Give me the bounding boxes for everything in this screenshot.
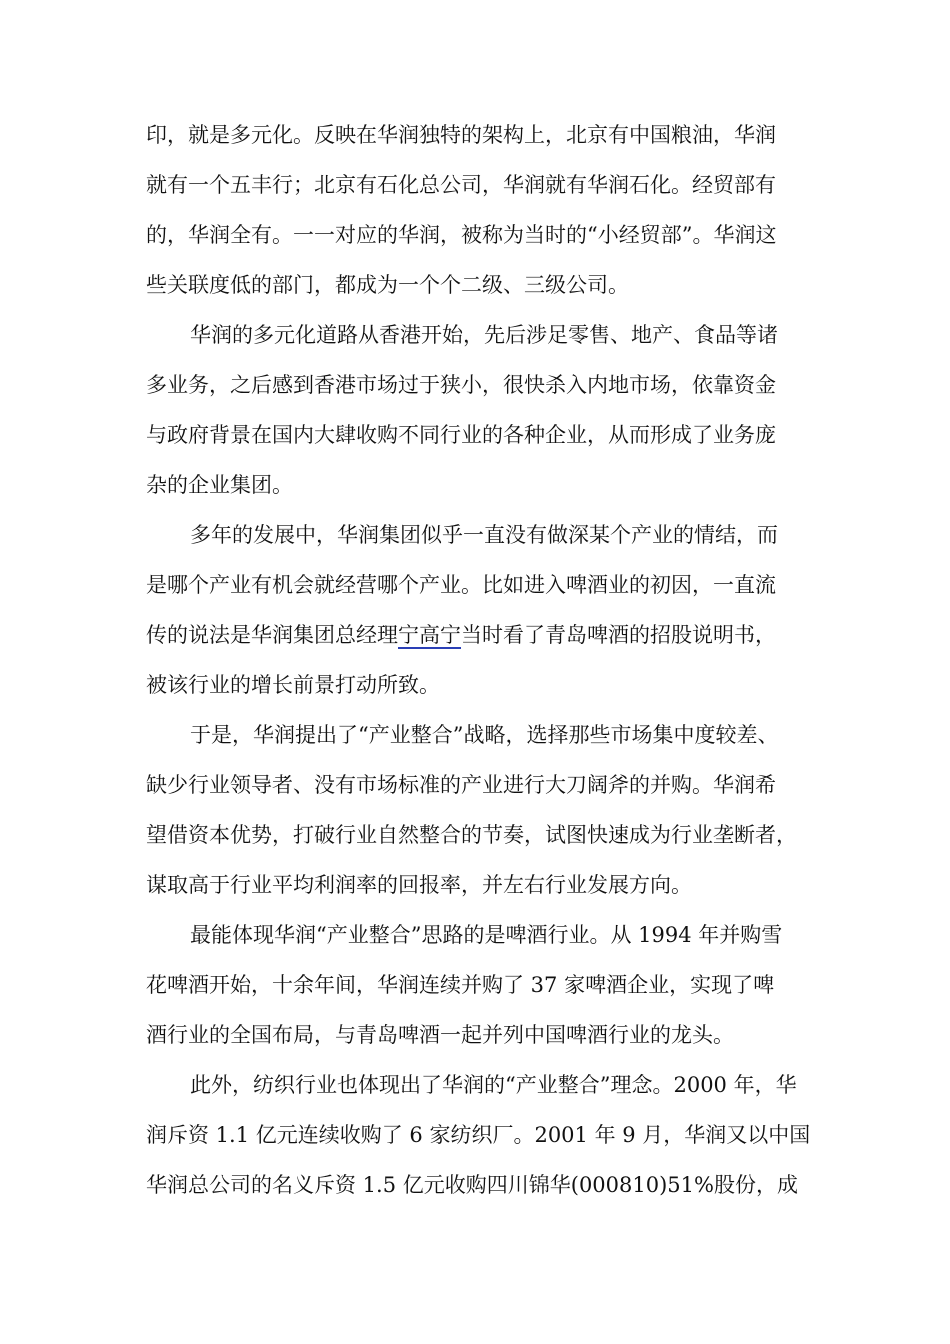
text-line: 望借资本优势，打破行业自然整合的节奏，试图快速成为行业垄断者， [146,823,797,847]
paragraph-first-line: 此外，纺织行业也体现出了华润的“产业整合”理念。2000 年，华 [190,1073,797,1097]
paragraph-first-line: 最能体现华润“产业整合”思路的是啤酒行业。从 1994 年并购雪 [190,923,783,947]
text-line: 华润总公司的名义斥资 1.5 亿元收购四川锦华(000810)51%股份，成 [146,1173,798,1197]
paragraph-first-line: 华润的多元化道路从香港开始，先后涉足零售、地产、食品等诸 [190,323,778,347]
text-line: 印，就是多元化。反映在华润独特的架构上，北京有中国粮油，华润 [146,123,776,147]
text-line: 被该行业的增长前景打动所致。 [146,673,440,697]
paragraph-first-line: 多年的发展中，华润集团似乎一直没有做深某个产业的情结，而 [190,523,778,547]
text-segment: 传的说法是华润集团总经理 [146,623,398,647]
text-line: 杂的企业集团。 [146,473,293,497]
text-line: 花啤酒开始，十余年间，华润连续并购了 37 家啤酒企业，实现了啤 [146,973,775,997]
text-line: 酒行业的全国布局，与青岛啤酒一起并列中国啤酒行业的龙头。 [146,1023,734,1047]
text-line: 谋取高于行业平均利润率的回报率，并左右行业发展方向。 [146,873,692,897]
text-line: 多业务，之后感到香港市场过于狭小，很快杀入内地市场，依靠资金 [146,373,776,397]
text-segment: 当时看了青岛啤酒的招股说明书， [461,623,776,647]
text-line: 些关联度低的部门，都成为一个个二级、三级公司。 [146,273,629,297]
text-line: 的，华润全有。一一对应的华润，被称为当时的“小经贸部”。华润这 [146,223,777,247]
text-line: 与政府背景在国内大肆收购不同行业的各种企业，从而形成了业务庞 [146,423,776,447]
paragraph-first-line: 于是，华润提出了“产业整合”战略，选择那些市场集中度较差、 [190,723,779,747]
text-line: 缺少行业领导者、没有市场标准的产业进行大刀阔斧的并购。华润希 [146,773,776,797]
text-line-with-link [146,621,816,649]
text-line: 润斥资 1.1 亿元连续收购了 6 家纺织厂。2001 年 9 月，华润又以中国 [146,1123,811,1147]
person-link[interactable]: 宁高宁 [398,623,461,647]
text-line: 是哪个产业有机会就经营哪个产业。比如进入啤酒业的初因，一直流 [146,573,776,597]
text-line: 就有一个五丰行；北京有石化总公司，华润就有华润石化。经贸部有 [146,173,776,197]
